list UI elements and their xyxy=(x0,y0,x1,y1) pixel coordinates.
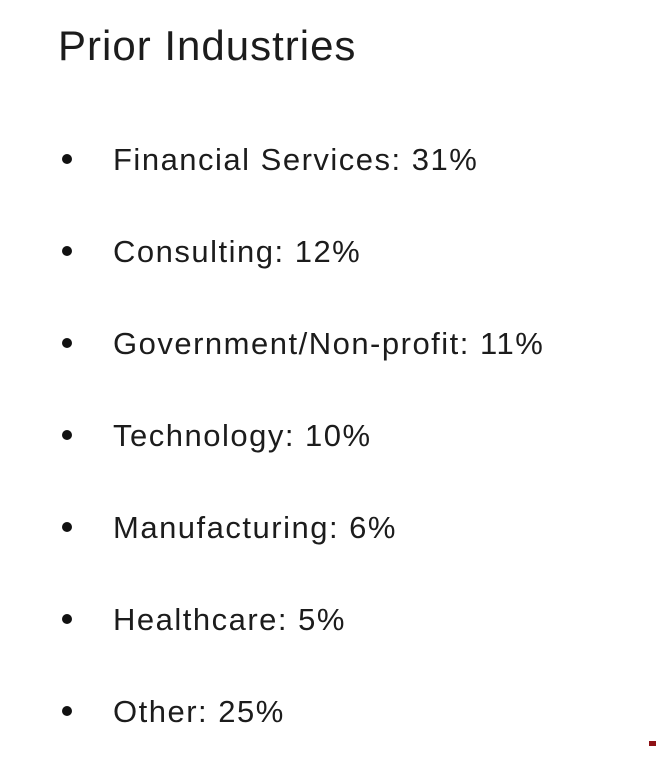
bullet-icon xyxy=(62,430,72,440)
bullet-icon xyxy=(62,154,72,164)
bullet-icon xyxy=(62,246,72,256)
bullet-icon xyxy=(62,522,72,532)
list-item xyxy=(58,297,656,389)
clipped-red-artifact xyxy=(649,741,656,746)
list-item-text: Consulting: 12% xyxy=(113,233,362,269)
bullet-icon xyxy=(62,706,72,716)
bullet-icon xyxy=(62,338,72,348)
list-item-text: Manufacturing: 6% xyxy=(113,509,397,545)
list-item-text: Other: 25% xyxy=(113,693,285,729)
list-item-text: Financial Services: 31% xyxy=(113,141,479,177)
bullet-icon xyxy=(62,614,72,624)
list-item xyxy=(58,573,656,665)
list-item xyxy=(58,113,656,205)
list-item xyxy=(58,389,656,481)
list-item-text: Healthcare: 5% xyxy=(113,601,346,637)
list-item-text: Government/Non-profit: 11% xyxy=(113,325,545,361)
list-item xyxy=(58,665,656,757)
list-item-text: Technology: 10% xyxy=(113,417,372,453)
list-item xyxy=(58,481,656,573)
page-title: Prior Industries xyxy=(58,22,357,69)
industries-list xyxy=(58,113,656,757)
list-item xyxy=(58,205,656,297)
